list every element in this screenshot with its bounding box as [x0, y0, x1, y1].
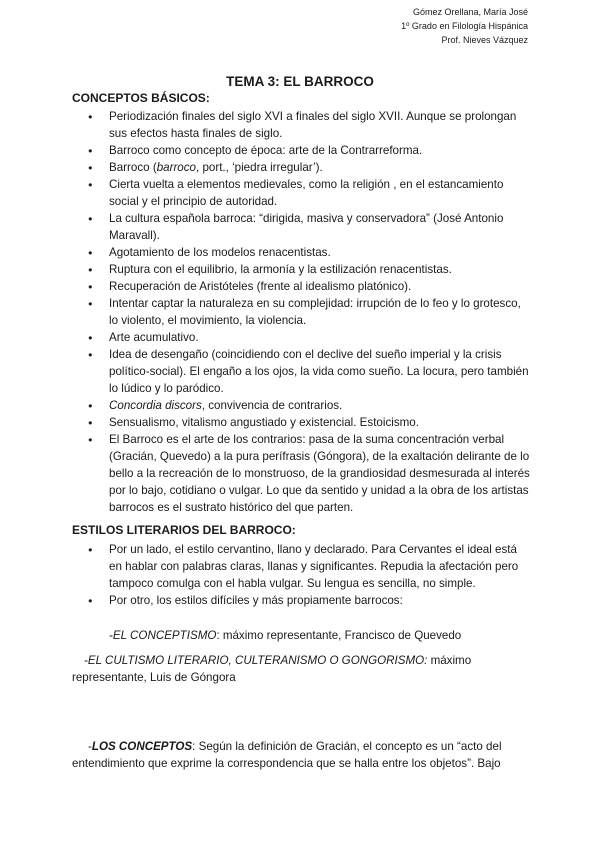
culteranismo-rest: máximo representante, Luis de Góngora: [72, 654, 472, 684]
conceptos-list: [72, 108, 532, 516]
list-item: [72, 397, 532, 414]
list-item: ● Cierta vuelta a elementos medievales, como la religión , en el estancamiento social y el principio de autoridad.: [72, 176, 532, 210]
conceptismo-label: -EL CONCEPTISMO: [109, 629, 217, 642]
list-item: ● Intentar captar la naturaleza en su complejidad: irrupción de lo feo y lo grotesco, lo violento, el movimiento, la violencia.: [72, 295, 532, 329]
list-item: ● Arte acumulativo.: [72, 329, 532, 346]
conceptos-label: LOS CONCEPTOS: [91, 740, 193, 753]
item-text-post: , port., ‘piedra irregular’).: [196, 161, 323, 174]
list-item: ● Idea de desengaño (coincidiendo con el declive del sueño imperial y la crisis político-social). El engaño a los ojos, la vida como sueño. La locura, pero también lo lúdico y lo paródico.: [72, 346, 532, 397]
list-item: ● Periodización finales del siglo XVI a finales del siglo XVII. Aunque se prolongan sus efectos hasta finales de siglo.: [72, 108, 532, 142]
item-text-post: , convivencia de contrarios.: [201, 399, 343, 412]
author-name: Gómez Orellana, María José: [412, 7, 528, 17]
list-item: ● Sensualismo, vitalismo angustiado y existencial. Estoicismo.: [72, 414, 532, 431]
list-item: ● El Barroco es el arte de los contrarios: pasa de la suma concentración verbal (Gracián, Quevedo) a la pura perífrasis (Góngora), de la exaltación delirante de lo bello a la recreación de lo monstruoso, de la grandiosidad desmesurada al interés por lo bajo, cotidiano o vulgar. Lo que da sentido y unidad a la obra de los artistas barrocos es el sustrato histórico del que parten.: [72, 431, 532, 516]
conceptos-rest: : Según la definición de Gracián, el concepto es un “acto del entendimiento que exprime la correspondencia que se halla entre los objetos”. Bajo: [72, 740, 502, 770]
section-heading-conceptos: CONCEPTOS BÁSICOS:: [72, 91, 210, 105]
conceptismo-line: [72, 627, 532, 644]
culteranismo-label: -EL CULTISMO LITERARIO, CULTERANISMO O GONGORISMO:: [84, 654, 428, 667]
professor-name: Prof. Nieves Vázquez: [441, 35, 528, 45]
document-header: [401, 5, 528, 47]
list-item: ● Agotamiento de los modelos renacentistas.: [72, 244, 532, 261]
section-heading-estilos: ESTILOS LITERARIOS DEL BARROCO:: [72, 523, 296, 537]
item-text-italic: Concordia discors: [109, 399, 202, 412]
list-item: ● Ruptura con el equilibrio, la armonía y la estilización renacentistas.: [72, 261, 532, 278]
list-item: ● Por un lado, el estilo cervantino, llano y declarado. Para Cervantes el ideal está en hablar con palabras claras, llanas y significantes. Repudia la afectación pero tampoco comulga con el habla vulgar. Su lengua es sencilla, no simple.: [72, 541, 532, 592]
culteranismo-line: [72, 652, 532, 686]
list-item: ● Recuperación de Aristóteles (frente al idealismo platónico).: [72, 278, 532, 295]
list-item: ● La cultura española barroca: “dirigida, masiva y conservadora” (José Antonio Maravall).: [72, 210, 532, 244]
conceptos-dash: -: [88, 740, 92, 753]
page-title: TEMA 3: EL BARROCO: [226, 74, 374, 89]
list-item: [72, 159, 532, 176]
item-text-pre: Barroco (: [109, 161, 157, 174]
conceptos-paragraph: [72, 738, 532, 772]
list-item: ● Barroco como concepto de época: arte de la Contrarreforma.: [72, 142, 532, 159]
course-name: 1º Grado en Filología Hispánica: [401, 21, 528, 31]
conceptismo-rest: : máximo representante, Francisco de Quevedo: [216, 629, 462, 642]
list-item: ● Por otro, los estilos difíciles y más propiamente barrocos:: [72, 592, 532, 609]
estilos-list: [72, 541, 532, 609]
item-text-italic: barroco: [156, 161, 196, 174]
